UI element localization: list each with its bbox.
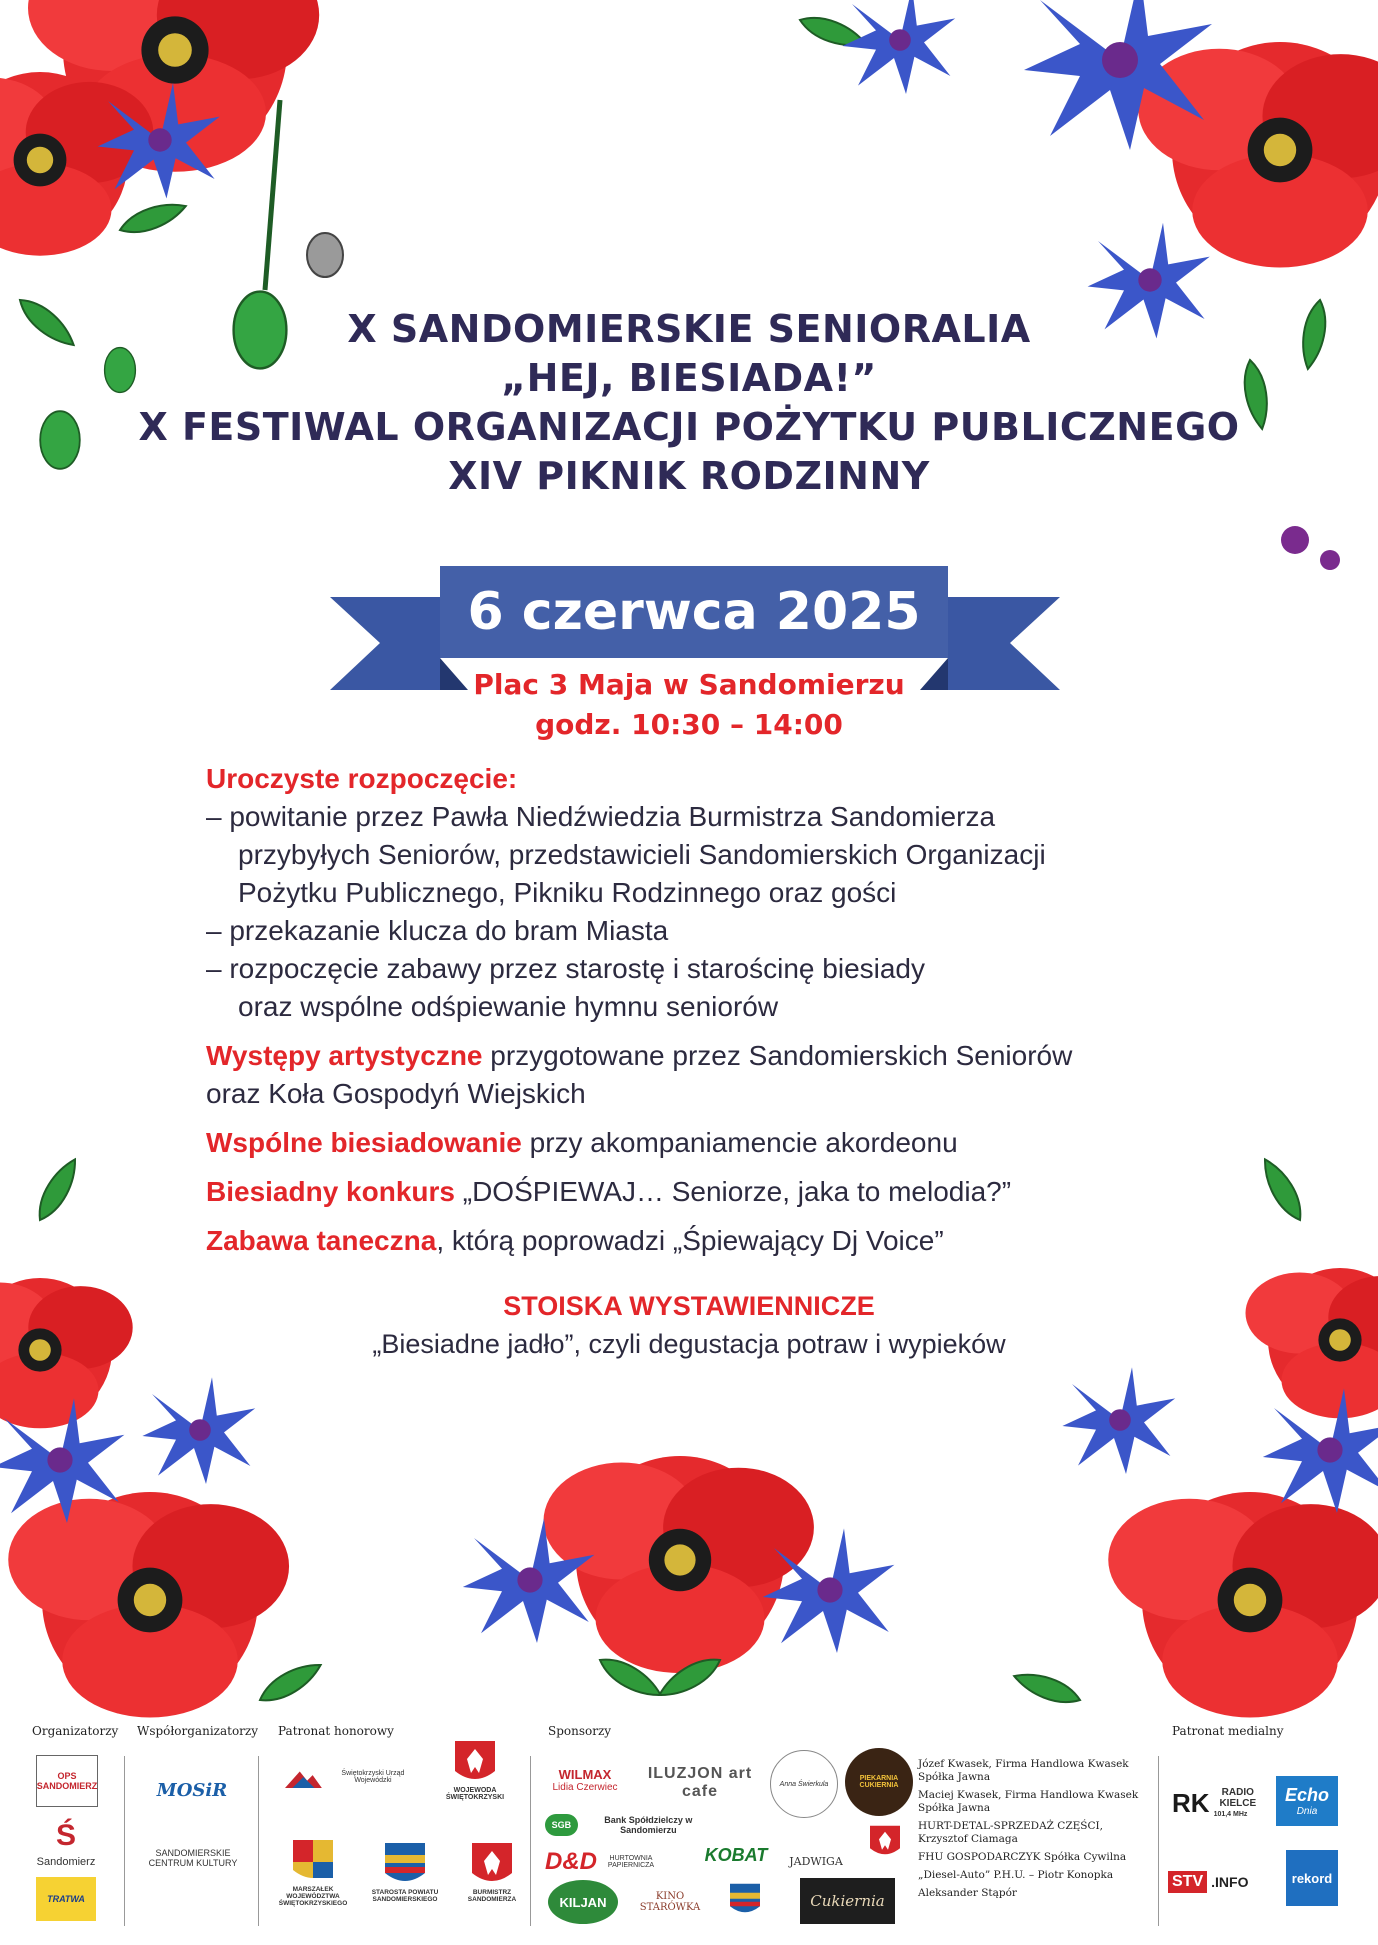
- program-item-feast: [206, 1124, 1196, 1162]
- sandomierz-label: Sandomierz: [36, 1856, 96, 1868]
- sponsor-list-item: Józef Kwasek, Firma Handlowa Kwasek Spółka Jawna: [918, 1758, 1129, 1783]
- opening-line: – powitanie przez Pawła Niedźwiedzia Burmistrza Sandomierza: [206, 801, 996, 832]
- dd-logo: [545, 1845, 675, 1879]
- marszalek-label: MARSZAŁEK WOJEWÓDZTWA ŚWIĘTOKRZYSKIEGO: [278, 1885, 348, 1907]
- tratwa-logo: TRATWA: [36, 1877, 96, 1921]
- media-caption: Patronat medialny: [1172, 1724, 1284, 1738]
- program-item-dance: [206, 1222, 1196, 1260]
- crest-icon: [293, 1840, 333, 1886]
- echo-sub: Dnia: [1296, 1806, 1318, 1817]
- echo-label: Echo: [1284, 1785, 1329, 1805]
- sck-logo: SANDOMIERSKIE CENTRUM KULTURY: [148, 1848, 238, 1868]
- dance-label: Zabawa taneczna: [206, 1225, 437, 1256]
- sgb-logo: [545, 1810, 715, 1840]
- dd-label: D&D: [545, 1848, 597, 1875]
- radio-rekord-logo: rekord: [1286, 1850, 1338, 1906]
- opening-line: oraz wspólne odśpiewanie hymnu seniorów: [238, 991, 779, 1022]
- cornflower-bottom-right-2: [1062, 1367, 1175, 1474]
- co-organizers-caption: Współorganizatorzy: [137, 1724, 259, 1738]
- wojewoda-label: WOJEWODA ŚWIĘTOKRZYSKI: [445, 1787, 505, 1801]
- sponsor-list-item: Aleksander Stąpór: [918, 1887, 1017, 1899]
- radio-kielce-logo: [1172, 1782, 1262, 1824]
- performances-text: przygotowane przez Sandomierskich Seniorów: [482, 1040, 1073, 1071]
- rk-mark: RK: [1172, 1787, 1210, 1818]
- radio-kielce-label: RADIO KIELCE: [1219, 1786, 1257, 1809]
- title-line-4: XIV PIKNIK RODZINNY: [448, 454, 930, 498]
- opening-line: przybyłych Seniorów, przedstawicieli Sandomierskich Organizacji: [238, 839, 1046, 870]
- iluzjon-logo: ILUZJON art cafe: [647, 1765, 753, 1800]
- stands-heading: STOISKA WYSTAWIENNICZE: [503, 1291, 875, 1321]
- mountain-icon: [285, 1765, 322, 1789]
- kiljan-logo: KILJAN: [548, 1880, 618, 1924]
- burmistrz-label: BURMISTRZ SANDOMIERZA: [467, 1889, 517, 1903]
- powiat-crest: [725, 1878, 765, 1924]
- stv-label: STV: [1168, 1871, 1207, 1893]
- contest-label: Biesiadny konkurs: [206, 1176, 455, 1207]
- footer-divider: [258, 1756, 259, 1926]
- crest-icon: [472, 1843, 512, 1889]
- wilmax-logo: [545, 1760, 625, 1800]
- program-item-performances: [206, 1037, 1196, 1075]
- program-list: [206, 760, 1196, 1260]
- stv-sub: .INFO: [1211, 1874, 1249, 1890]
- title-line-2: „HEJ, BIESIADA!”: [501, 356, 877, 400]
- anna-swierkula-logo: Anna Świerkula: [770, 1750, 838, 1818]
- contest-text: „DOŚPIEWAJ… Seniorze, jaka to melodia?”: [454, 1176, 1012, 1207]
- kino-starowka-logo: KINO STARÓWKA: [639, 1891, 701, 1913]
- radio-kielce-freq: 101,4 MHz: [1213, 1810, 1248, 1818]
- kobat-logo: KOBAT: [704, 1844, 768, 1865]
- poppy-bottom-left: [8, 1492, 289, 1717]
- wojewodztwo-logo: [855, 1818, 915, 1868]
- opening-line: Pożytku Publicznego, Pikniku Rodzinnego oraz gości: [238, 877, 897, 908]
- footer-divider: [124, 1756, 125, 1926]
- urzad-label: Świętokrzyski Urząd Wojewódzki: [341, 1770, 405, 1784]
- crest-icon: [730, 1883, 760, 1919]
- title-line-3: X FESTIWAL ORGANIZACJI POŻYTKU PUBLICZNEGO: [138, 405, 1240, 449]
- sponsor-list-item: Maciej Kwasek, Firma Handlowa Kwasek Spółka Jawna: [918, 1789, 1139, 1814]
- sgb-icon: SGB: [545, 1814, 578, 1836]
- sponsor-list: [918, 1758, 1148, 1905]
- sponsors-caption: Sponsorzy: [548, 1724, 612, 1738]
- mosir-logo: MOSiR: [156, 1779, 228, 1801]
- organizers-caption: Organizatorzy: [32, 1724, 119, 1738]
- urzad-wojewodzki-logo: [285, 1758, 420, 1796]
- sponsor-list-item: FHU GOSPODARCZYK Spółka Cywilna: [918, 1851, 1127, 1863]
- sponsor-list-item: „Diesel-Auto” P.H.U. – Piotr Konopka: [918, 1869, 1114, 1881]
- cornflower-bottom-left-2: [142, 1377, 255, 1484]
- event-place-time: [0, 665, 1378, 745]
- sponsor-list-item: HURT-DETAL-SPRZEDAŻ CZĘŚCI, Krzysztof Ciamaga: [918, 1820, 1104, 1845]
- eagle-crest-icon: [870, 1825, 900, 1861]
- sgb-label: Bank Spółdzielczy w Sandomierzu: [604, 1815, 693, 1835]
- crest-icon: [385, 1843, 425, 1889]
- feast-label: Wspólne biesiadowanie: [206, 1127, 522, 1158]
- dd-sub: HURTOWNIA PAPIERNICZA: [607, 1855, 655, 1869]
- opening-heading: Uroczyste rozpoczęcie:: [206, 763, 518, 794]
- starosta-logo: [360, 1818, 450, 1928]
- event-hours: godz. 10:30 – 14:00: [535, 708, 843, 741]
- feast-text: przy akompaniamencie akordeonu: [521, 1127, 958, 1158]
- starosta-label: STAROSTA POWIATU SANDOMIERSKIEGO: [371, 1889, 439, 1903]
- wilmax-label: WILMAX: [558, 1767, 612, 1782]
- event-title: [0, 305, 1378, 501]
- performances-text-2: oraz Koła Gospodyń Wiejskich: [206, 1078, 586, 1109]
- burmistrz-logo: [452, 1818, 532, 1928]
- stv-info-logo: [1168, 1866, 1268, 1898]
- event-date: 6 czerwca 2025: [467, 582, 921, 642]
- stands-text: „Biesiadne jadło”, czyli degustacja potraw i wypieków: [372, 1329, 1006, 1359]
- wilmax-sub: Lidia Czerwiec: [552, 1782, 618, 1793]
- footer-divider: [1158, 1756, 1159, 1926]
- stands-section: [0, 1287, 1378, 1363]
- title-line-1: X SANDOMIERSKIE SENIORALIA: [347, 307, 1031, 351]
- wojewoda-logo: [430, 1735, 520, 1807]
- opening-line: – rozpoczęcie zabawy przez starostę i starościnę biesiady: [206, 953, 926, 984]
- dance-text: , którą poprowadzi „Śpiewający Dj Voice”: [436, 1225, 944, 1256]
- eagle-crest-icon: [455, 1741, 495, 1787]
- poppy-bottom-right: [1108, 1492, 1378, 1717]
- performances-label: Występy artystyczne: [206, 1040, 483, 1071]
- event-place: Plac 3 Maja w Sandomierzu: [473, 668, 905, 701]
- program-item-contest: [206, 1173, 1196, 1211]
- jadwiga-logo: JADWIGA: [789, 1855, 843, 1868]
- piekarnia-logo: PIEKARNIA CUKIERNIA: [845, 1748, 913, 1816]
- sandomierz-crest-icon: Ś: [55, 1819, 76, 1852]
- echo-dnia-logo: [1276, 1776, 1338, 1826]
- cornflower-top-right-3: [842, 0, 955, 94]
- ops-logo: OPS SANDOMIERZ: [36, 1755, 98, 1807]
- poppy-bottom-center: [544, 1456, 814, 1673]
- opening-line: – przekazanie klucza do bram Miasta: [206, 915, 669, 946]
- cukiernia-logo: Cukiernia: [800, 1878, 895, 1924]
- radio-kielce-text: [1214, 1787, 1262, 1820]
- poppy-top-right: [1138, 42, 1378, 267]
- marszalek-logo: [268, 1818, 358, 1928]
- honorary-caption: Patronat honorowy: [278, 1724, 394, 1738]
